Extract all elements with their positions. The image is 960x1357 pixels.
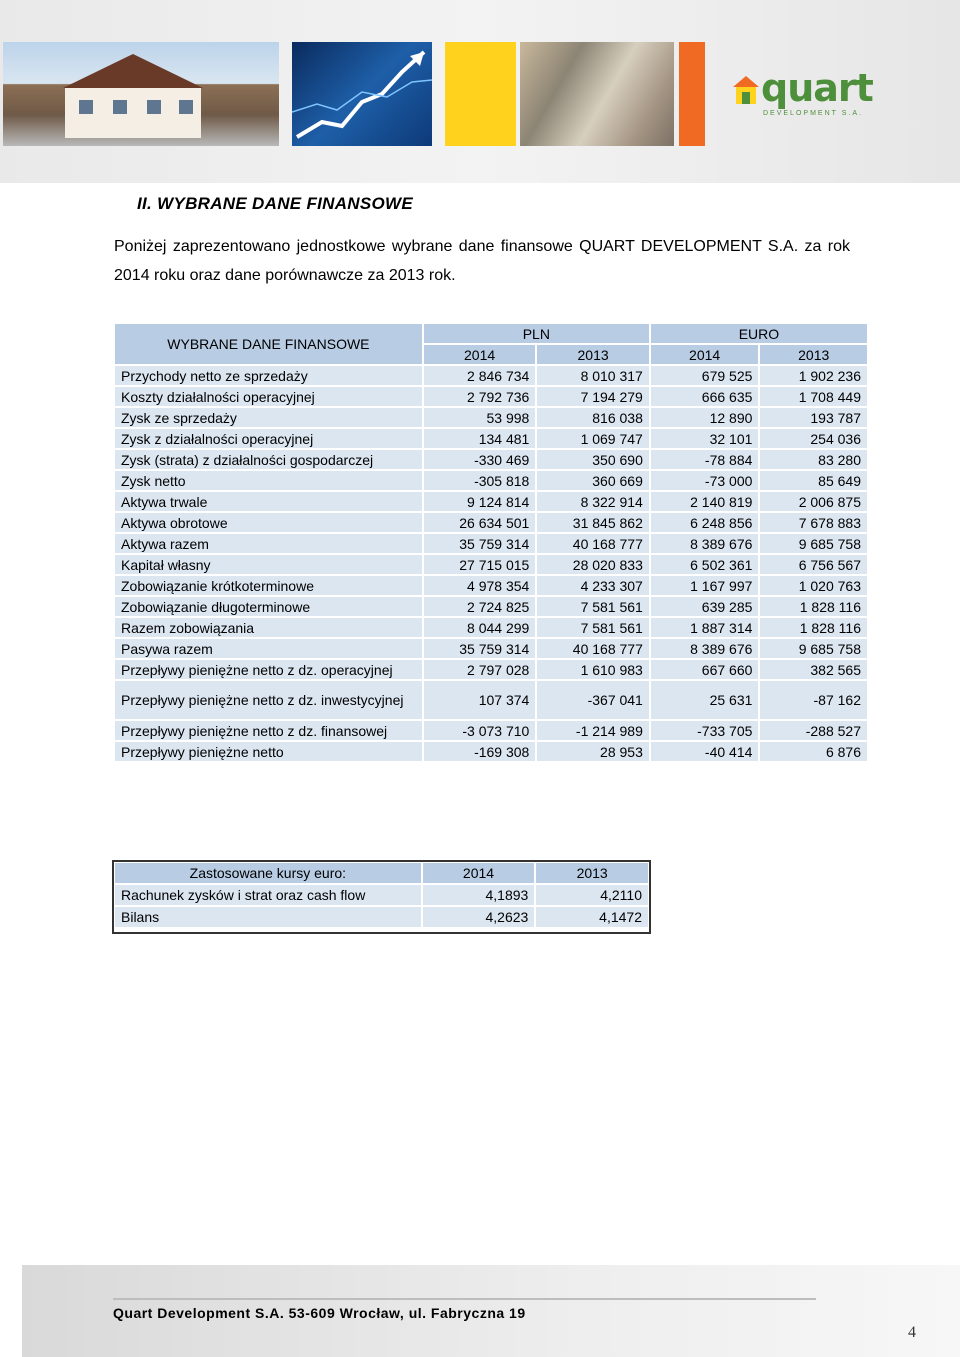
row-value: 666 635 [650, 386, 760, 407]
row-value: 25 631 [650, 680, 760, 720]
table-row [114, 533, 868, 554]
row-value: 2 846 734 [423, 365, 537, 386]
row-value: 53 998 [423, 407, 537, 428]
row-value: 83 280 [759, 449, 868, 470]
row-value: 4,1472 [535, 906, 649, 928]
growth-chart-photo [292, 42, 432, 146]
row-value: 360 669 [536, 470, 650, 491]
row-label: Zobowiązanie długoterminowe [114, 596, 423, 617]
row-label: Aktywa trwale [114, 491, 423, 512]
company-logo [733, 66, 883, 122]
row-label: Koszty działalności operacyjnej [114, 386, 423, 407]
currency-header-euro: EURO [650, 323, 868, 344]
row-value: 27 715 015 [423, 554, 537, 575]
row-value: -367 041 [536, 680, 650, 720]
row-value: 667 660 [650, 659, 760, 680]
row-value: 8 389 676 [650, 638, 760, 659]
row-label: Bilans [114, 906, 422, 928]
row-value: 1 887 314 [650, 617, 760, 638]
row-value: 1 902 236 [759, 365, 868, 386]
row-value: 2 797 028 [423, 659, 537, 680]
row-value: 350 690 [536, 449, 650, 470]
footer-divider [113, 1298, 816, 1300]
row-value: 9 685 758 [759, 533, 868, 554]
year-header: 2013 [535, 862, 649, 884]
table-row [114, 386, 868, 407]
row-value: 2 140 819 [650, 491, 760, 512]
row-value: -40 414 [650, 741, 760, 762]
row-value: 8 044 299 [423, 617, 537, 638]
table-row [114, 512, 868, 533]
yellow-block [445, 42, 516, 146]
footer-address: Quart Development S.A. 53-609 Wrocław, ul. Fabryczna 19 [113, 1305, 526, 1321]
exchange-rates-table [113, 861, 650, 929]
row-value: 31 845 862 [536, 512, 650, 533]
banknotes-photo [520, 42, 674, 146]
row-label: Przepływy pieniężne netto [114, 741, 423, 762]
year-header: 2013 [759, 344, 868, 365]
logo-subtext: DEVELOPMENT S.A. [763, 110, 863, 117]
row-value: 8 322 914 [536, 491, 650, 512]
row-value: 816 038 [536, 407, 650, 428]
row-value: -330 469 [423, 449, 537, 470]
row-value: 1 167 997 [650, 575, 760, 596]
row-value: 1 069 747 [536, 428, 650, 449]
row-label: Przychody netto ze sprzedaży [114, 365, 423, 386]
row-value: 107 374 [423, 680, 537, 720]
row-value: 254 036 [759, 428, 868, 449]
row-value: -305 818 [423, 470, 537, 491]
row-label: Zysk z działalności operacyjnej [114, 428, 423, 449]
row-value: 40 168 777 [536, 638, 650, 659]
row-value: 2 724 825 [423, 596, 537, 617]
section-title: II. WYBRANE DANE FINANSOWE [137, 194, 414, 213]
table-row [114, 884, 649, 906]
table-row [114, 470, 868, 491]
table-row [114, 428, 868, 449]
row-value: -288 527 [759, 720, 868, 741]
table-row [114, 575, 868, 596]
table-row [114, 638, 868, 659]
table-row [114, 720, 868, 741]
row-value: 4,2110 [535, 884, 649, 906]
row-value: 639 285 [650, 596, 760, 617]
table-row [114, 365, 868, 386]
currency-header-pln: PLN [423, 323, 650, 344]
row-label: Pasywa razem [114, 638, 423, 659]
row-value: 2 792 736 [423, 386, 537, 407]
row-value: 2 006 875 [759, 491, 868, 512]
table-row [114, 407, 868, 428]
row-value: 85 649 [759, 470, 868, 491]
row-value: 28 953 [536, 741, 650, 762]
row-value: 7 581 561 [536, 617, 650, 638]
row-value: 6 876 [759, 741, 868, 762]
row-value: 679 525 [650, 365, 760, 386]
row-value: 6 502 361 [650, 554, 760, 575]
page-number: 4 [908, 1324, 916, 1341]
row-value: 35 759 314 [423, 533, 537, 554]
row-label: Rachunek zysków i strat oraz cash flow [114, 884, 422, 906]
orange-block [679, 42, 705, 146]
table-row [114, 906, 649, 928]
row-value: -3 073 710 [423, 720, 537, 741]
row-value: 26 634 501 [423, 512, 537, 533]
financial-data-table [113, 322, 869, 763]
row-value: 12 890 [650, 407, 760, 428]
logo-text: quart [761, 66, 873, 110]
table-row [114, 596, 868, 617]
row-value: 1 708 449 [759, 386, 868, 407]
row-value: 4 978 354 [423, 575, 537, 596]
row-label: Razem zobowiązania [114, 617, 423, 638]
row-label: Zysk ze sprzedaży [114, 407, 423, 428]
row-value: -169 308 [423, 741, 537, 762]
row-label: Aktywa obrotowe [114, 512, 423, 533]
year-header: 2014 [423, 344, 537, 365]
row-value: 35 759 314 [423, 638, 537, 659]
row-label: Zobowiązanie krótkoterminowe [114, 575, 423, 596]
row-value: -87 162 [759, 680, 868, 720]
row-value: 6 248 856 [650, 512, 760, 533]
intro-paragraph: Poniżej zaprezentowano jednostkowe wybrane dane finansowe QUART DEVELOPMENT S.A. za rok 2014 roku oraz dane porównawcze za 2013 rok. [114, 238, 850, 284]
house-logo-icon [733, 76, 759, 104]
table-row [114, 659, 868, 680]
row-value: -733 705 [650, 720, 760, 741]
year-header: 2014 [422, 862, 536, 884]
row-value: 8 389 676 [650, 533, 760, 554]
row-value: 6 756 567 [759, 554, 868, 575]
row-value: 1 828 116 [759, 617, 868, 638]
row-value: 1 610 983 [536, 659, 650, 680]
row-label: Przepływy pieniężne netto z dz. inwestycyjnej [114, 680, 423, 720]
table-row [114, 554, 868, 575]
table-row [114, 680, 868, 720]
row-value: 4,2623 [422, 906, 536, 928]
row-value: 1 020 763 [759, 575, 868, 596]
year-header: 2014 [650, 344, 760, 365]
row-value: 32 101 [650, 428, 760, 449]
row-label: Przepływy pieniężne netto z dz. operacyjnej [114, 659, 423, 680]
table-title: WYBRANE DANE FINANSOWE [114, 323, 423, 365]
row-value: 7 194 279 [536, 386, 650, 407]
house-photo [3, 42, 279, 146]
table-row [114, 491, 868, 512]
row-value: -73 000 [650, 470, 760, 491]
row-label: Przepływy pieniężne netto z dz. finansowej [114, 720, 423, 741]
row-value: 9 685 758 [759, 638, 868, 659]
row-label: Zysk (strata) z działalności gospodarczej [114, 449, 423, 470]
row-value: 1 828 116 [759, 596, 868, 617]
rates-title: Zastosowane kursy euro: [114, 862, 422, 884]
row-value: 9 124 814 [423, 491, 537, 512]
row-value: 8 010 317 [536, 365, 650, 386]
row-value: 7 581 561 [536, 596, 650, 617]
row-label: Zysk netto [114, 470, 423, 491]
table-row [114, 617, 868, 638]
row-value: 40 168 777 [536, 533, 650, 554]
row-value: 4,1893 [422, 884, 536, 906]
table-row [114, 741, 868, 762]
year-header: 2013 [536, 344, 650, 365]
row-value: 28 020 833 [536, 554, 650, 575]
row-label: Aktywa razem [114, 533, 423, 554]
row-value: 134 481 [423, 428, 537, 449]
row-value: -1 214 989 [536, 720, 650, 741]
row-value: 382 565 [759, 659, 868, 680]
row-value: 7 678 883 [759, 512, 868, 533]
row-label: Kapitał własny [114, 554, 423, 575]
row-value: 193 787 [759, 407, 868, 428]
table-row [114, 449, 868, 470]
row-value: -78 884 [650, 449, 760, 470]
header-banner [0, 0, 960, 183]
row-value: 4 233 307 [536, 575, 650, 596]
